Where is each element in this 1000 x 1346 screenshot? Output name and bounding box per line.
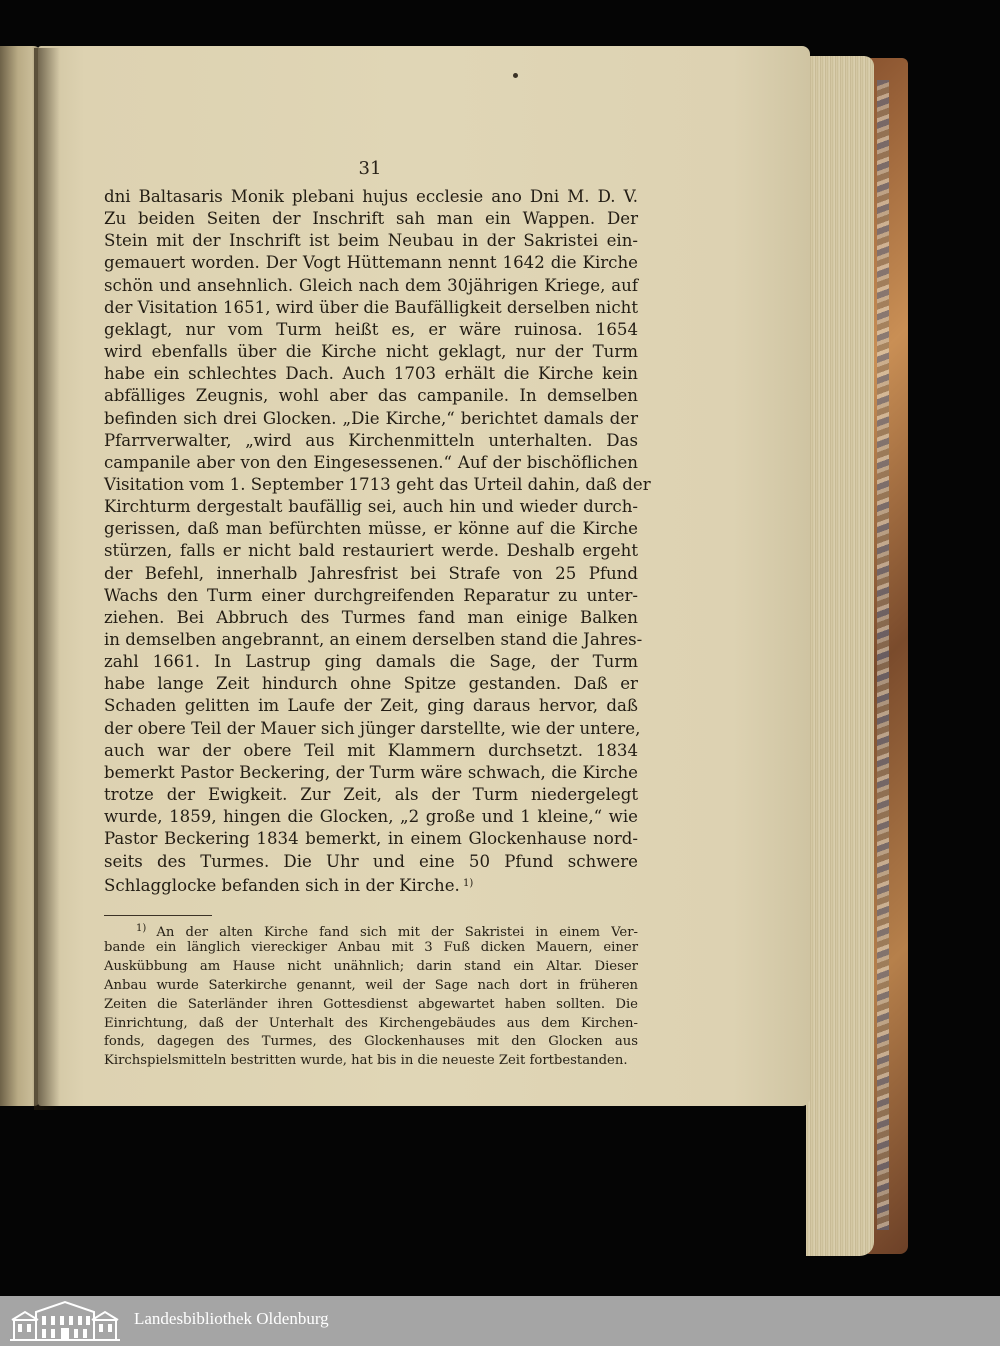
library-building-icon	[8, 1300, 122, 1342]
body-line: wird ebenfalls über die Kirche nicht geklagt, nur der Turm	[104, 342, 638, 362]
body-line: befinden sich drei Glocken. „Die Kirche,“ berichtet damals der	[104, 408, 638, 428]
footnote-line: Kirchspielsmitteln bestritten wurde, hat bis in die neueste Zeit fortbestanden.	[104, 1053, 628, 1069]
body-line: zahl 1661. In Lastrup ging damals die Sage, der Turm	[104, 652, 638, 672]
footnote-rule	[104, 915, 212, 916]
footnote-line: fonds, dagegen des Turmes, des Glockenhauses mit den Glocken aus	[104, 1034, 638, 1050]
footnote-marker: 1)	[136, 923, 157, 934]
body-line: habe ein schlechtes Dach. Auch 1703 erhält die Kirche kein	[104, 364, 638, 384]
body-line: stürzen, falls er nicht bald restauriert werde. Deshalb ergeht	[104, 541, 638, 561]
body-line: Visitation vom 1. September 1713 geht das Urteil dahin, daß der	[104, 474, 651, 494]
body-line: Kirchturm dergestalt baufällig sei, auch hin und wieder durch-	[104, 497, 638, 517]
body-line: seits des Turmes. Die Uhr und eine 50 Pfund schwere	[104, 851, 638, 871]
spine-shadow	[34, 48, 60, 1110]
footnote-text: An der alten Kirche fand sich mit der Sakristei in einem Ver-	[156, 925, 638, 940]
body-line: der Befehl, innerhalb Jahresfrist bei Strafe von 25 Pfund	[104, 563, 638, 583]
footnote-line: Auskübbung am Hause nicht unähnlich; darin stand ein Altar. Dieser	[104, 958, 638, 974]
body-line: trotze der Ewigkeit. Zur Zeit, als der Turm niedergelegt	[104, 785, 638, 805]
body-line: auch war der obere Teil mit Klammern durchsetzt. 1834	[104, 740, 638, 760]
body-line: abfälliges Zeugnis, wohl aber das campanile. In demselben	[104, 386, 638, 406]
body-line: bemerkt Pastor Beckering, der Turm wäre schwach, die Kirche	[104, 762, 638, 782]
body-line: Pastor Beckering 1834 bemerkt, in einem Glockenhause nord-	[104, 829, 638, 849]
body-line: Pfarrverwalter, „wird aus Kirchenmitteln unterhalten. Das	[104, 430, 638, 450]
body-line: schön und ansehnlich. Gleich nach dem 30jährigen Kriege, auf	[104, 275, 638, 295]
body-line: Schaden gelitten im Laufe der Zeit, ging daraus hervor, daß	[104, 696, 638, 716]
footnote-line: bande ein länglich viereckiger Anbau mit 3 Fuß dicken Mauern, einer	[104, 939, 638, 955]
footnote-reference: 1)	[459, 877, 474, 889]
body-line: Stein mit der Inschrift ist beim Neubau in der Sakristei ein-	[104, 231, 638, 251]
body-line: geklagt, nur vom Turm heißt es, er wäre ruinosa. 1654	[104, 319, 638, 339]
body-line: gemauert worden. Der Vogt Hüttemann nennt 1642 die Kirche	[104, 253, 638, 273]
footnote-line: Anbau wurde Saterkirche genannt, weil der Sage nach dort in früheren	[104, 977, 638, 993]
body-line: Schlagglocke befanden sich in der Kirche. $^{1)}$	[104, 875, 474, 895]
marbled-endpaper	[877, 80, 889, 1230]
body-line: gerissen, daß man befürchten müsse, er könne auf die Kirche	[104, 519, 638, 539]
body-line: campanile aber von den Eingesessenen.“ Auf der bischöflichen	[104, 452, 638, 472]
body-line: Zu beiden Seiten der Inschrift sah man ein Wappen. Der	[104, 209, 638, 229]
body-line: dni Baltasaris Monik plebani hujus ecclesie ano Dni M. D. V.	[104, 187, 638, 206]
body-line: in demselben angebrannt, an einem derselben stand die Jahres-	[104, 630, 643, 649]
body-line: habe lange Zeit hindurch ohne Spitze gestanden. Daß er	[104, 674, 638, 694]
footnote-line: Zeiten die Saterländer ihren Gottesdienst abgewartet haben sollten. Die	[104, 996, 638, 1012]
page-number: 31	[358, 158, 382, 179]
body-line: Wachs den Turm einer durchgreifenden Reparatur zu unter-	[104, 585, 638, 605]
footnote-line: Einrichtung, daß der Unterhalt des Kirchengebäudes aus dem Kirchen-	[104, 1015, 638, 1031]
body-line: der obere Teil der Mauer sich jünger darstellte, wie der untere,	[104, 718, 641, 738]
page-block-edges	[806, 56, 874, 1256]
body-line: der Visitation 1651, wird über die Baufälligkeit derselben nicht	[104, 297, 638, 317]
body-line: ziehen. Bei Abbruch des Turmes fand man einige Balken	[104, 607, 638, 627]
paper-spot	[513, 73, 518, 78]
body-line: wurde, 1859, hingen die Glocken, „2 große und 1 kleine,“ wie	[104, 807, 638, 827]
library-name: Landesbibliothek Oldenburg	[134, 1309, 329, 1328]
